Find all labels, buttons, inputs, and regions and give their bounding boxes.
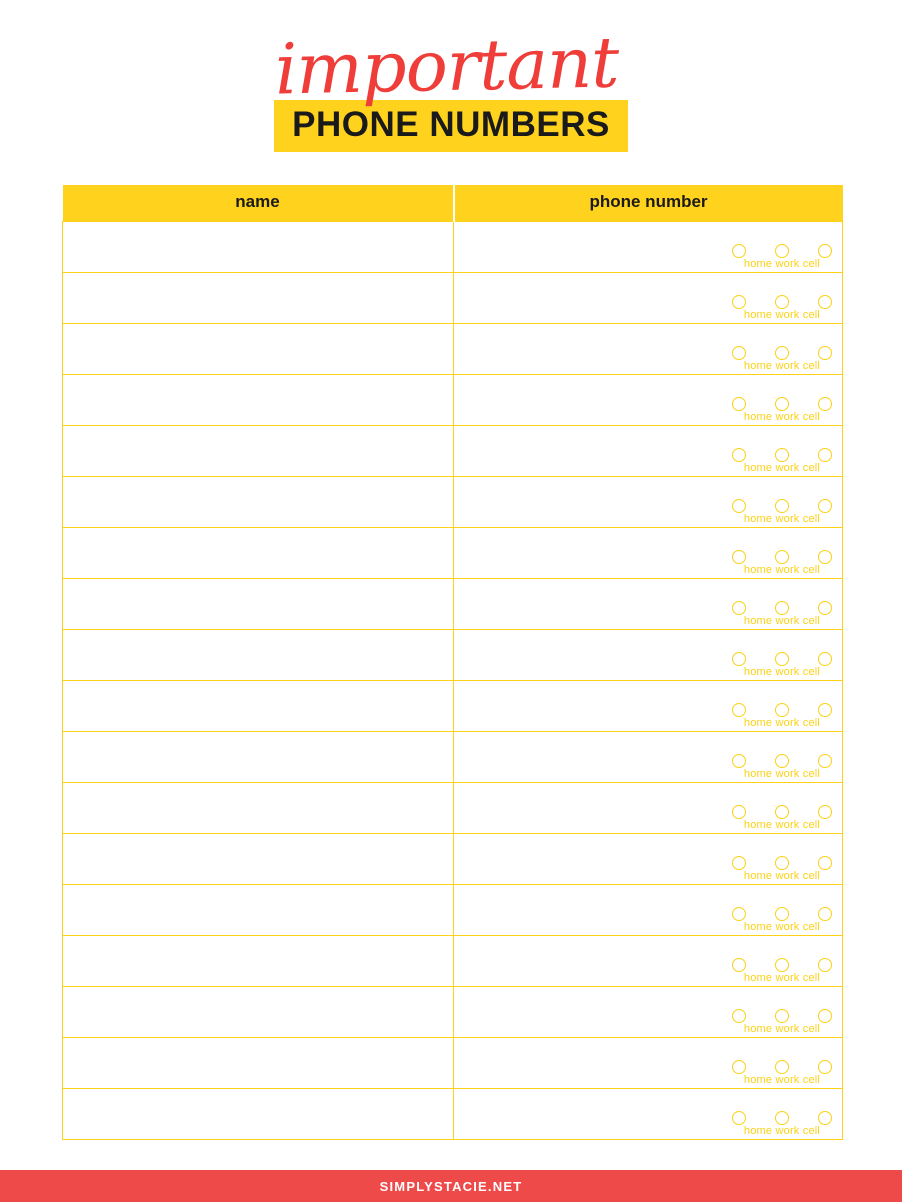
phone-type-options: [726, 499, 838, 525]
phone-type-radio-home[interactable]: [732, 448, 746, 462]
phone-type-radio-work[interactable]: [775, 1009, 789, 1023]
phone-type-radio-home[interactable]: [732, 550, 746, 564]
phone-type-radio-work[interactable]: [775, 856, 789, 870]
phone-type-labels: home work cell: [743, 1074, 821, 1086]
phone-type-radio-cell[interactable]: [818, 958, 832, 972]
phone-type-radio-group: [726, 1060, 838, 1075]
phone-type-labels: home work cell: [743, 921, 821, 933]
phone-type-labels: home work cell: [743, 564, 821, 576]
phone-entry-cell[interactable]: [454, 681, 843, 732]
phone-type-radio-cell[interactable]: [818, 1009, 832, 1023]
phone-type-options: [726, 958, 838, 984]
phone-type-labels: home work cell: [743, 258, 821, 270]
name-entry-cell[interactable]: [63, 936, 454, 987]
name-entry-cell[interactable]: [63, 783, 454, 834]
footer-site-label: SIMPLYSTACIE.NET: [379, 1178, 523, 1194]
phone-type-labels: home work cell: [743, 615, 821, 627]
name-entry-cell[interactable]: [63, 681, 454, 732]
table-row: [63, 936, 843, 987]
name-entry-cell[interactable]: [63, 885, 454, 936]
table-row: [63, 222, 843, 273]
phone-entry-cell[interactable]: [454, 426, 843, 477]
table-row: [63, 324, 843, 375]
table-row: [63, 834, 843, 885]
phone-entry-cell[interactable]: [454, 783, 843, 834]
phone-type-radio-cell[interactable]: [818, 397, 832, 411]
name-entry-cell[interactable]: [63, 375, 454, 426]
phone-type-labels: home work cell: [743, 411, 821, 423]
phone-entry-cell[interactable]: [454, 579, 843, 630]
phone-type-radio-home[interactable]: [732, 907, 746, 921]
phone-type-radio-cell[interactable]: [818, 295, 832, 309]
phone-type-radio-work[interactable]: [775, 907, 789, 921]
table-row: [63, 885, 843, 936]
phone-entry-cell[interactable]: [454, 732, 843, 783]
phone-type-labels: home work cell: [743, 1125, 821, 1137]
phone-type-radio-group: [726, 1009, 838, 1024]
phone-type-labels: home work cell: [743, 309, 821, 321]
phone-type-labels: home work cell: [743, 717, 821, 729]
phone-type-options: [726, 1009, 838, 1035]
phone-type-radio-work[interactable]: [775, 601, 789, 615]
phone-type-labels: home work cell: [743, 360, 821, 372]
phone-type-radio-group: [726, 856, 838, 871]
phone-type-options: [726, 448, 838, 474]
phone-type-options: [726, 805, 838, 831]
table-row: [63, 681, 843, 732]
phone-type-options: [726, 550, 838, 576]
phone-type-radio-cell[interactable]: [818, 499, 832, 513]
page-title-script: important: [274, 21, 620, 111]
name-entry-cell[interactable]: [63, 1089, 454, 1140]
phone-type-radio-home[interactable]: [732, 754, 746, 768]
phone-type-radio-work[interactable]: [775, 295, 789, 309]
phone-type-radio-group: [726, 397, 838, 412]
phone-type-radio-work[interactable]: [775, 958, 789, 972]
phone-type-radio-home[interactable]: [732, 397, 746, 411]
phone-type-radio-work[interactable]: [775, 499, 789, 513]
phone-type-radio-group: [726, 295, 838, 310]
page-footer: [0, 1170, 902, 1202]
phone-type-labels: home work cell: [743, 819, 821, 831]
phone-entry-cell[interactable]: [454, 273, 843, 324]
phone-type-options: [726, 1111, 838, 1137]
phone-type-radio-home[interactable]: [732, 346, 746, 360]
phone-type-radio-cell[interactable]: [818, 754, 832, 768]
phone-type-options: [726, 907, 838, 933]
phone-type-radio-group: [726, 958, 838, 973]
table-row: [63, 1089, 843, 1140]
phone-type-radio-cell[interactable]: [818, 244, 832, 258]
phone-numbers-table-wrap: [62, 185, 840, 1140]
phone-type-options: [726, 346, 838, 372]
phone-type-radio-cell[interactable]: [818, 550, 832, 564]
phone-type-options: [726, 856, 838, 882]
phone-entry-cell[interactable]: [454, 630, 843, 681]
table-row: [63, 528, 843, 579]
table-row: [63, 630, 843, 681]
phone-entry-cell[interactable]: [454, 1089, 843, 1140]
phone-type-options: [726, 397, 838, 423]
table-row: [63, 375, 843, 426]
phone-type-radio-home[interactable]: [732, 805, 746, 819]
phone-type-radio-cell[interactable]: [818, 1111, 832, 1125]
name-entry-cell[interactable]: [63, 732, 454, 783]
phone-type-radio-work[interactable]: [775, 1060, 789, 1074]
phone-entry-cell[interactable]: [454, 222, 843, 273]
table-row: [63, 783, 843, 834]
phone-type-radio-work[interactable]: [775, 244, 789, 258]
phone-type-radio-group: [726, 805, 838, 820]
phone-type-labels: home work cell: [743, 513, 821, 525]
table-row: [63, 579, 843, 630]
phone-type-options: [726, 244, 838, 270]
table-row: [63, 1038, 843, 1089]
title-highlight-band: [0, 100, 902, 152]
phone-type-radio-group: [726, 550, 838, 565]
phone-type-radio-group: [726, 703, 838, 718]
phone-type-radio-home[interactable]: [732, 244, 746, 258]
phone-type-radio-home[interactable]: [732, 499, 746, 513]
phone-type-radio-work[interactable]: [775, 703, 789, 717]
table-head: [63, 185, 843, 222]
phone-type-radio-home[interactable]: [732, 1060, 746, 1074]
phone-entry-cell[interactable]: [454, 987, 843, 1038]
table-header-row: [63, 185, 843, 222]
phone-type-labels: home work cell: [743, 666, 821, 678]
phone-entry-cell[interactable]: [454, 375, 843, 426]
phone-type-radio-work[interactable]: [775, 1111, 789, 1125]
phone-type-radio-work[interactable]: [775, 397, 789, 411]
table-row: [63, 477, 843, 528]
phone-type-radio-work[interactable]: [775, 652, 789, 666]
phone-type-radio-home[interactable]: [732, 652, 746, 666]
phone-type-options: [726, 652, 838, 678]
phone-type-radio-home[interactable]: [732, 1009, 746, 1023]
phone-entry-cell[interactable]: [454, 834, 843, 885]
phone-type-radio-home[interactable]: [732, 1111, 746, 1125]
name-entry-cell[interactable]: [63, 528, 454, 579]
phone-type-radio-cell[interactable]: [818, 907, 832, 921]
phone-type-radio-work[interactable]: [775, 805, 789, 819]
phone-type-radio-home[interactable]: [732, 703, 746, 717]
phone-type-radio-cell[interactable]: [818, 805, 832, 819]
phone-type-radio-home[interactable]: [732, 295, 746, 309]
phone-entry-cell[interactable]: [454, 936, 843, 987]
phone-type-radio-home[interactable]: [732, 601, 746, 615]
table-row: [63, 426, 843, 477]
name-entry-cell[interactable]: [63, 630, 454, 681]
phone-entry-cell[interactable]: [454, 1038, 843, 1089]
phone-type-radio-group: [726, 907, 838, 922]
page-header: [0, 0, 902, 152]
phone-type-options: [726, 295, 838, 321]
column-header-name: name: [63, 185, 454, 222]
phone-entry-cell[interactable]: [454, 885, 843, 936]
table-body: [63, 222, 843, 1140]
phone-type-radio-home[interactable]: [732, 958, 746, 972]
phone-type-options: [726, 754, 838, 780]
phone-entry-cell[interactable]: [454, 528, 843, 579]
phone-type-radio-group: [726, 754, 838, 769]
column-header-phone: phone number: [454, 185, 843, 222]
phone-type-radio-cell[interactable]: [818, 856, 832, 870]
phone-type-radio-cell[interactable]: [818, 652, 832, 666]
phone-type-labels: home work cell: [743, 870, 821, 882]
table-row: [63, 987, 843, 1038]
name-entry-cell[interactable]: [63, 834, 454, 885]
phone-type-options: [726, 1060, 838, 1086]
table-row: [63, 273, 843, 324]
name-entry-cell[interactable]: [63, 579, 454, 630]
name-entry-cell[interactable]: [63, 324, 454, 375]
name-entry-cell[interactable]: [63, 477, 454, 528]
phone-type-radio-cell[interactable]: [818, 346, 832, 360]
name-entry-cell[interactable]: [63, 987, 454, 1038]
phone-type-radio-work[interactable]: [775, 754, 789, 768]
phone-type-radio-home[interactable]: [732, 856, 746, 870]
phone-type-radio-group: [726, 1111, 838, 1126]
phone-type-radio-cell[interactable]: [818, 703, 832, 717]
phone-type-radio-group: [726, 652, 838, 667]
phone-type-labels: home work cell: [743, 972, 821, 984]
phone-entry-cell[interactable]: [454, 324, 843, 375]
phone-type-options: [726, 601, 838, 627]
phone-entry-cell[interactable]: [454, 477, 843, 528]
phone-type-options: [726, 703, 838, 729]
phone-numbers-table: [62, 185, 843, 1140]
phone-type-radio-group: [726, 601, 838, 616]
phone-type-radio-work[interactable]: [775, 448, 789, 462]
phone-type-radio-cell[interactable]: [818, 448, 832, 462]
phone-type-radio-group: [726, 244, 838, 259]
phone-type-labels: home work cell: [743, 1023, 821, 1035]
phone-type-radio-cell[interactable]: [818, 601, 832, 615]
phone-type-radio-group: [726, 346, 838, 361]
phone-type-radio-work[interactable]: [775, 346, 789, 360]
table-row: [63, 732, 843, 783]
phone-type-labels: home work cell: [743, 462, 821, 474]
phone-type-radio-work[interactable]: [775, 550, 789, 564]
name-entry-cell[interactable]: [63, 273, 454, 324]
phone-type-radio-group: [726, 499, 838, 514]
phone-type-labels: home work cell: [743, 768, 821, 780]
page-title: PHONE NUMBERS: [292, 105, 610, 144]
name-entry-cell[interactable]: [63, 222, 454, 273]
phone-type-radio-cell[interactable]: [818, 1060, 832, 1074]
phone-type-radio-group: [726, 448, 838, 463]
name-entry-cell[interactable]: [63, 1038, 454, 1089]
name-entry-cell[interactable]: [63, 426, 454, 477]
